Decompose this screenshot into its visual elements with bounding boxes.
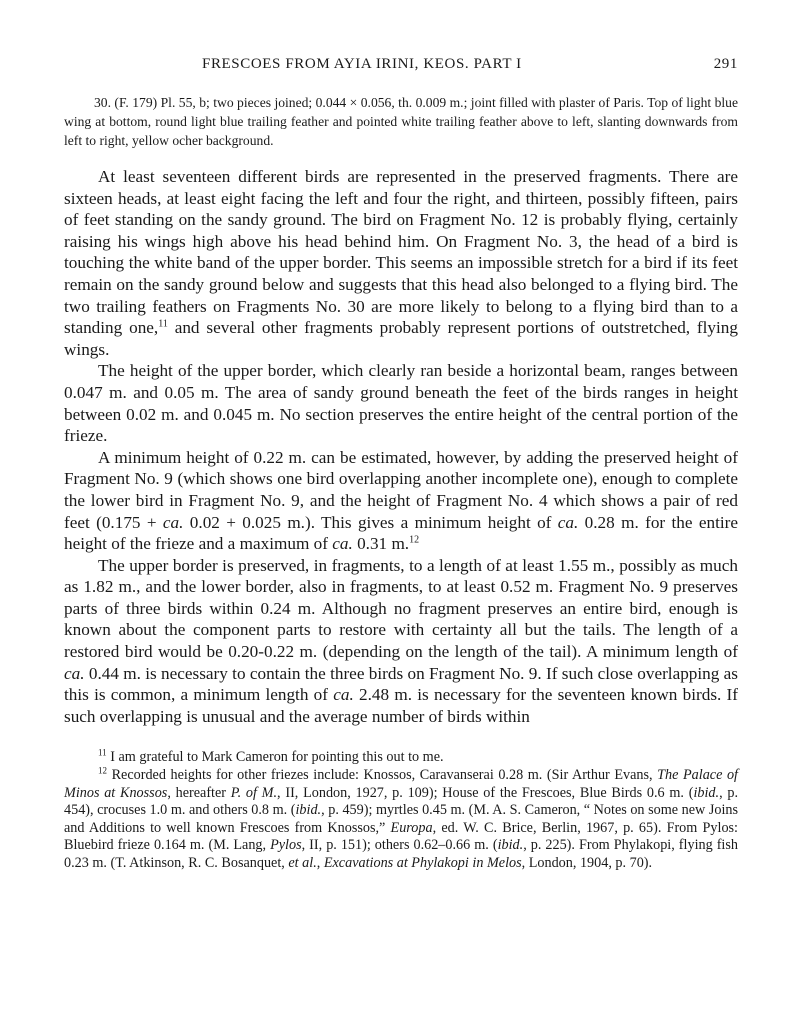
footnote-text: , p. 454), crocuses 1.0 m. and others 0.8 m. ( xyxy=(64,784,738,819)
footnote-ref-11: 11 xyxy=(158,318,168,330)
paragraph-2: The height of the upper border, which clearly ran beside a horizontal beam, ranges between 0.047 m. and 0.05 m. The area of sandy ground beneath the feet of the birds ranges in height between 0.02 m. and 0.045 m. No section preserves the entire height of the central portion of the frieze. xyxy=(64,361,738,446)
paragraph-3-text: A minimum height of 0.22 m. can be estimated, however, by adding the preserved height of Fragment No. 9 (which shows one bird overlapping another incomplete one), enough to complete the lower bird in Fragment No. 9, and the height of Fragment No. 4 which shows a pair of red feet (0.175 + xyxy=(64,447,738,532)
body-text xyxy=(64,166,738,727)
footnote-text: , II, London, 1927, p. 109); House of the Frescoes, Blue Birds 0.6 m. ( xyxy=(277,784,694,801)
footnote-text: , hereafter xyxy=(167,784,231,801)
circa-abbrev: ca. xyxy=(557,512,579,532)
circa-abbrev: ca. xyxy=(162,512,184,532)
footnote-text: , ed. W. C. Brice, Berlin, 1967, p. 65). From Pylos: Bluebird frieze 0.164 m. (M. Lang, xyxy=(64,819,738,854)
book-abbrev: P. of M. xyxy=(230,784,278,801)
footnote-11 xyxy=(64,749,738,767)
catalog-entry: 30. (F. 179) Pl. 55, b; two pieces joined; 0.044 × 0.056, th. 0.009 m.; joint filled with plaster of Paris. Top of light blue wing at bottom, round light blue trailing feather and pointed white trailing feather above to left, slanting downwards from left to right, yellow ocher background. xyxy=(64,95,738,148)
paragraph-1-text-end: and several other fragments probably represent portions of outstretched, flying wings. xyxy=(64,318,738,359)
page xyxy=(64,52,738,873)
book-title: Excavations at Phylakopi in Melos xyxy=(323,855,522,871)
book-title: The Palace of Minos at Knossos xyxy=(64,767,738,801)
footnote-text: , p. 225). From Phylakopi, flying fish 0.23 m. (T. Atkinson, R. C. Bosanquet, xyxy=(64,837,738,871)
ibid: ibid. xyxy=(497,837,524,854)
paragraph-4 xyxy=(64,555,738,728)
footnote-mark: 11 xyxy=(98,747,107,758)
circa-abbrev: ca. xyxy=(332,534,353,554)
et-al: et al. xyxy=(288,855,317,871)
paragraph-3 xyxy=(64,447,738,555)
ibid: ibid. xyxy=(295,802,322,819)
paragraph-4-text: 2.48 m. is necessary for the seventeen known birds. If such overlapping is unusual and the average number of birds within xyxy=(64,685,738,726)
footnote-text: , xyxy=(316,855,324,871)
footnote-text: Recorded heights for other friezes include: Knossos, Caravanserai 0.28 m. (Sir Arthur Evans, xyxy=(107,767,658,784)
footnote-text: , p. 459); myrtles 0.45 m. (M. A. S. Cameron, “ Notes on some new Joins and Additions to well known Frescoes from Knossos,” xyxy=(64,802,738,836)
paragraph-4-text: The upper border is preserved, in fragments, to a length of at least 1.55 m., possibly as much as 1.82 m., and the lower border, also in fragments, to at least 0.52 m. Fragment No. 9 preserves parts of three birds within 0.24 m. Although no fragment preserves an entire bird, enough is known about the component parts to restore with certainty all but the tails. The length of a restored bird would be 0.20-0.22 m. (depending on the length of the tail). A minimum length of xyxy=(64,555,738,662)
footnote-ref-12: 12 xyxy=(409,534,420,546)
paragraph-3-text: 0.31 m. xyxy=(352,534,410,554)
footnote-12 xyxy=(64,767,738,873)
page-number: 291 xyxy=(713,56,738,72)
running-title: FRESCOES FROM AYIA IRINI, KEOS. PART I xyxy=(202,56,522,72)
circa-abbrev: ca. xyxy=(64,663,85,683)
footnote-text: I am grateful to Mark Cameron for pointing this out to me. xyxy=(106,749,444,766)
paragraph-1-text: At least seventeen different birds are represented in the preserved fragments. There are sixteen heads, at least eight facing the left and four the right, and thirteen, possibly fifteen, pairs of feet standing on the sandy ground. The bird on Fragment No. 12 is probably flying, certainly raising his wings high above his head behind him. On Fragment No. 3, the head of a bird is touching the white band of the upper border. This seems an impossible stretch for a bird if its feet remain on the sandy ground below and suggests that this head also belonged to a flying bird. The two trailing feathers on Fragments No. 30 are more likely to belong to a flying bird than to a standing one, xyxy=(64,167,738,338)
ibid: ibid. xyxy=(693,784,720,801)
circa-abbrev: ca. xyxy=(333,685,354,705)
footnote-text: , II, p. 151); others 0.62–0.66 m. ( xyxy=(301,837,498,854)
footnote-text: , London, 1904, p. 70). xyxy=(521,855,653,871)
book-title: Europa xyxy=(390,819,433,836)
paragraph-1 xyxy=(64,166,738,360)
paragraph-3-text: 0.28 m. for the entire height of the frieze and a maximum of xyxy=(64,512,738,554)
running-head xyxy=(64,52,738,76)
footnote-mark: 12 xyxy=(98,765,107,776)
footnotes xyxy=(64,749,738,872)
paragraph-4-text: 0.44 m. is necessary to contain the three birds on Fragment No. 9. If such close overlapping as this is common, a minimum length of xyxy=(64,663,738,705)
book-title: Pylos xyxy=(270,837,302,854)
paragraph-3-text: 0.02 + 0.025 m.). This gives a minimum height of xyxy=(183,512,558,532)
